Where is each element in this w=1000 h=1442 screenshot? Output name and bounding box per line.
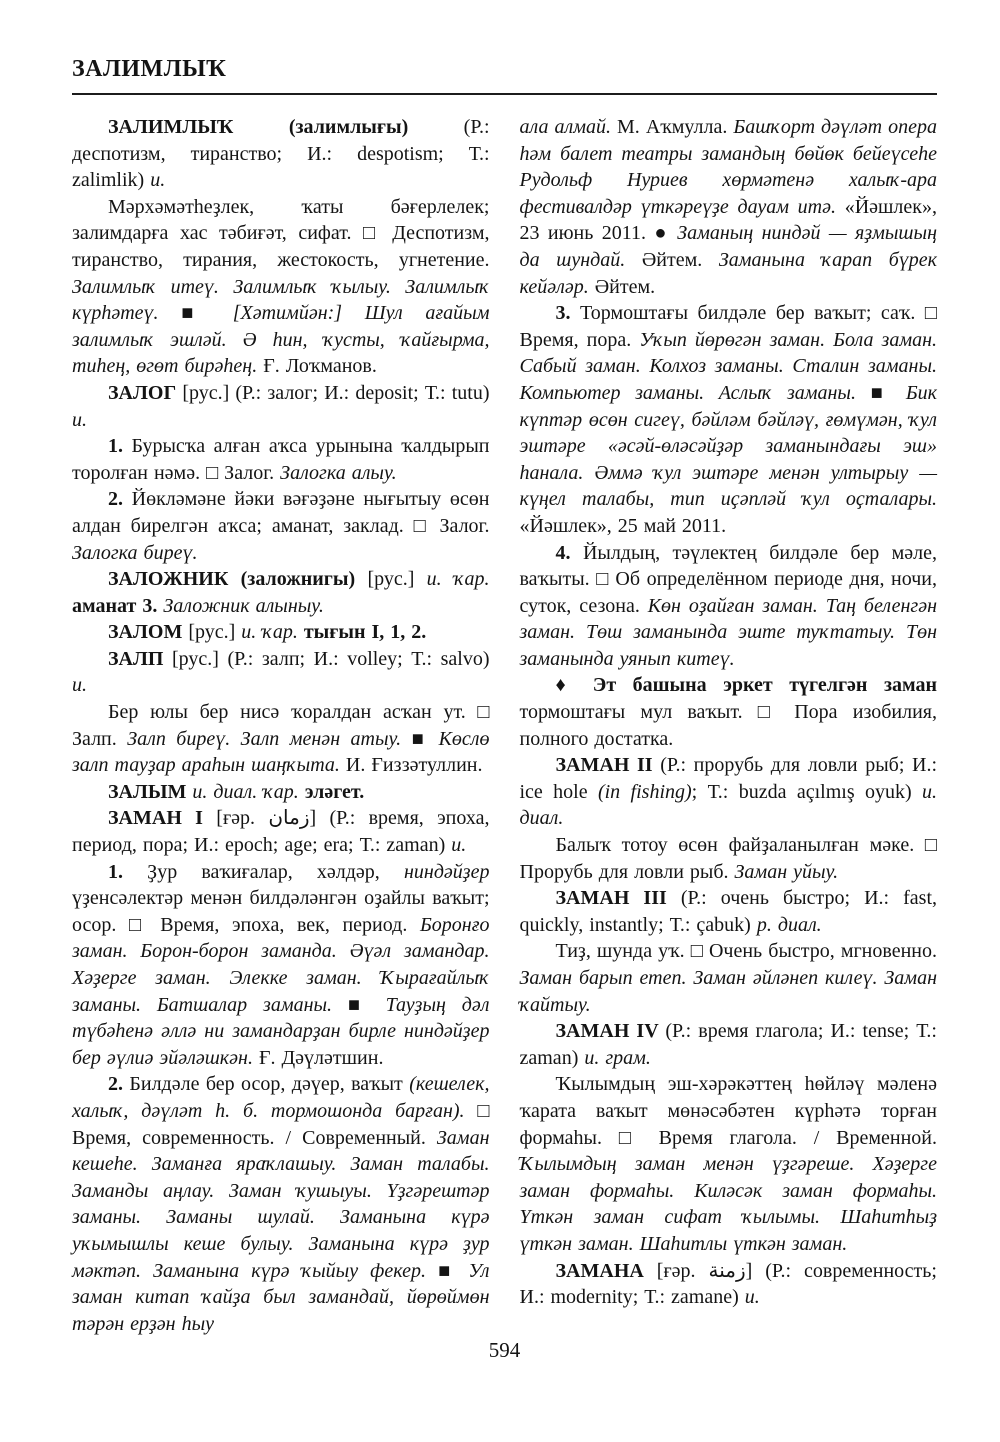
entry-paragraph: [72, 566, 490, 619]
entry-paragraph: [72, 805, 490, 858]
text-run: Билдәле бер осор, дәүер, ваҡыт: [129, 1073, 410, 1096]
text-run: и.: [150, 169, 166, 192]
text-run: и. диал. ҡар.: [192, 780, 305, 803]
text-run: ■: [855, 381, 906, 404]
text-run: Йөкләмәне йәки вәғәҙәне нығытыу өсөн алдан бирелгән аҡса; аманат, заклад. □ Залог.: [72, 488, 490, 537]
text-run: [рус.]: [188, 621, 242, 644]
text-run: тығын I, 1, 2.: [303, 621, 427, 644]
text-run: үҙенсәлектәр менән билдәләнгән оҙайлы ваҡыт; осор. □ Время, эпоха, век, период.: [72, 887, 490, 936]
text-run: [Хәтимйән:] Шул ағайым залимлыҡ эшләй. Ә һин, ҡусты, ҡайғырма, тиһең, өгөт бирәһең.: [72, 302, 490, 378]
entry-paragraph: [72, 486, 490, 566]
text-run: Бурысҡа алған аҡса урынына ҡалдырып торолған нәмә. □ Залог.: [72, 435, 490, 484]
text-run: Заман кешеһе. Заманға яраҡлашыу. Заман талабы. Заманды аңлау. Заман ҡушыуы. Үҙгәрештәр заманы. Заманы шулай. Заманына күрә уҡымышлы кеше булыу. Заманына күрә ҙур мәктәп. Заманына күрә ҡыйыу фекер.: [72, 1126, 490, 1282]
text-run: Залогка биреү.: [72, 541, 198, 564]
entry-paragraph: [520, 1071, 938, 1257]
text-run: ЗАМАН II: [555, 754, 661, 777]
entry-paragraph: [72, 619, 490, 646]
text-run: Залогка алыу.: [280, 461, 397, 484]
text-run: М. Аҡмулла.: [610, 116, 734, 138]
text-run: ЗАЛИМЛЫҠ (залимлығы): [108, 116, 464, 138]
text-run: Бик күптәр өсөн сигеү, бәйләм бәйләү, ғөмүмән, ҡул эштәре «әсәй-өләсәйҙәр заманындағы эш» һанала. Әммә ҡул эштәре менән ултырыу — күңел талабы, тип иҫәпләй ҡул оҫталары.: [519, 381, 937, 511]
text-run: □ Время, современность. / Современный.: [72, 1099, 490, 1149]
text-run: и. ҡар.: [241, 621, 304, 644]
text-run: Тормоштағы билдәле бер ваҡыт; саҡ. □ Время, пора.: [519, 302, 938, 351]
text-run: Көслө залп тауҙар араһын шаңҡыта.: [72, 727, 490, 777]
entry-paragraph: [72, 699, 490, 779]
text-run: Заман уйыу.: [734, 860, 839, 883]
text-run: Ул заман китап ҡайҙа был замандай, йөрөймөн тәрән ерҙән һыу: [72, 1259, 490, 1335]
entry-paragraph: [72, 380, 490, 433]
page-number: 594: [488, 1338, 521, 1362]
text-run: ЗАМАН III: [555, 887, 681, 910]
text-run: [рус.]: [367, 568, 427, 591]
text-run: ЗАЛП: [108, 647, 173, 670]
entry-paragraph: [520, 1018, 938, 1071]
text-run: Әйтем.: [588, 275, 656, 298]
text-run: Тауҙың дәл түбәһенә әллә ни замандарҙан бирле ниндәйҙер бер әүлиә эйәләшкән.: [72, 993, 490, 1069]
text-run: ЗАМАН I: [108, 807, 217, 830]
text-run: ЗАЛЫМ: [108, 780, 193, 803]
text-run: (Р.: очень быстро; И.: fast, quickly, instantly; Т.: çabuk): [519, 887, 937, 936]
text-run: ■: [332, 993, 386, 1016]
text-run: Залп биреү. Залп менән атыу.: [127, 727, 402, 750]
text-run: ниндәйҙер: [403, 860, 490, 883]
entry-paragraph: [520, 114, 938, 300]
text-run: аманат 3.: [72, 594, 164, 617]
text-run: Заманың ниндәй — яҙмышың да шундай.: [519, 222, 937, 271]
text-run: эләгет.: [304, 780, 365, 803]
text-run: Заложник алыныу.: [163, 594, 324, 617]
entry-paragraph: [520, 540, 938, 673]
text-run: Ҙур ваҡиғалар, хәлдәр,: [147, 860, 404, 883]
text-run: Мәрхәмәтһеҙлек, ҡаты бәғерлелек; залимдарға хас тәбиғәт, сифат. □ Деспотизм, тиранство, тирания, жестокость, угнетение.: [72, 195, 490, 271]
text-run: 2.: [108, 488, 132, 511]
text-run: Ғ. Лоҡманов.: [257, 355, 377, 378]
entry-paragraph: [72, 194, 490, 380]
entry-paragraph: [520, 300, 938, 539]
text-run: и.: [744, 1286, 760, 1309]
text-run: Уҡып йөрөгән заман. Бола заман. Сабый заман. Колхоз заманы. Сталин заманы. Компьютер заманы. Аслыҡ заманы.: [519, 328, 938, 404]
text-run: ■: [158, 302, 233, 325]
text-run: ЗАЛОГ: [108, 381, 183, 404]
entry-paragraph: [520, 885, 938, 938]
text-run: (in fishing): [597, 780, 692, 803]
text-run: «Йәшлек», 23 июнь 2011. ●: [519, 195, 937, 245]
text-run: Бер юлы бер нисә ҡоралдан асҡан ут. □ Залп.: [72, 701, 490, 750]
text-run: Ғ. Дәүләтшин.: [252, 1046, 384, 1069]
entry-paragraph: [72, 646, 490, 699]
text-run: ЗАМАНА: [555, 1259, 657, 1282]
text-run: (кешелек, халыҡ, дәүләт һ. б. тормошонда барған).: [72, 1073, 490, 1122]
entry-paragraph: [72, 859, 490, 1072]
text-run: Заманына ҡарап бүрек кейәләр.: [519, 248, 937, 298]
text-run: [рус.] (Р.: залог; И.: deposit; Т.: tutu): [182, 381, 490, 404]
entry-paragraph: [520, 938, 938, 1018]
text-run: Ҡылымдың заман менән үҙгәреше. Хәҙерге заман формаһы. Киләсәк заман формаһы. Үткән заман сифат ҡылымы. Шаһитһыҙ үткән заман. Шаһитлы үткән заман.: [519, 1153, 937, 1255]
text-run: Әйтем.: [625, 248, 719, 271]
text-run: ЗАЛОМ: [108, 621, 189, 644]
entry-paragraph: [72, 114, 490, 194]
text-run: и. диал.: [519, 780, 937, 830]
header-rule: [72, 93, 937, 95]
text-run: и. ҡар.: [426, 568, 490, 591]
text-run: 1.: [108, 435, 132, 458]
text-run: Заман барып етеп. Заман әйләнеп килеү. Заман ҡайтыу.: [519, 967, 937, 1016]
text-run: тормоштағы мул ваҡыт. □ Пора изобилия, полного достатка.: [519, 701, 937, 750]
text-run: И. Ғиззәтуллин.: [339, 754, 483, 777]
text-columns: [72, 114, 937, 1337]
text-run: Ҡылымдың эш-хәрәкәттең һөйләү мәленә ҡарата ваҡыт мөнәсәбәтен күрһәтә торған формаһы. □ Время глагола. / Временной.: [519, 1073, 937, 1149]
text-run: и. грам.: [584, 1046, 651, 1069]
text-run: Көн оҙайған заман. Таң беленгән заман. Төш заманында эште туҡтатыу. Төн заманында уянып китеү.: [519, 594, 937, 670]
text-run: (Р.: деспотизм, тиранство; И.: despotism; Т.: zalimlik): [72, 116, 490, 192]
text-run: 4.: [555, 541, 583, 564]
text-run: 2.: [108, 1073, 130, 1096]
text-run: ♦: [555, 674, 593, 697]
entry-paragraph: [72, 1071, 490, 1337]
text-run: [ғәр. زمنة] (Р.: современность; И.: modernity; Т.: zamane): [519, 1259, 937, 1309]
entry-paragraph: [72, 779, 490, 806]
text-run: Башҡорт дәүләт опера һәм балет театры замандың бөйөк бейеүсеһе Рудольф Нуриев хөрмәтенә халыҡ-ара фестивалдәр үткәреүҙе дауам итә.: [519, 116, 937, 218]
text-run: (Р.: прорубь для ловли рыб; И.: ice hole: [519, 754, 937, 803]
text-run: Залимлыҡ итеү. Залимлыҡ ҡылыу. Залимлыҡ күрһәтеү.: [72, 275, 490, 325]
entry-paragraph: [520, 672, 938, 752]
text-run: ■: [401, 727, 439, 750]
text-run: Эт башына эркет түгелгән заман: [592, 674, 937, 697]
entry-paragraph: [72, 433, 490, 486]
text-run: Йылдың, тәүлектең билдәле бер мәле, ваҡыты. □ Об определённом периоде дня, ночи, суток, сезона.: [519, 541, 938, 617]
text-run: 1.: [108, 860, 148, 883]
running-head: ЗАЛИМЛЫҠ: [72, 56, 227, 82]
text-run: [ғәр. زمان] (Р.: время, эпоха, период, пора; И.: epoch; age; era; Т.: zaman): [72, 807, 490, 857]
entry-paragraph: [520, 832, 938, 885]
text-run: (Р.: время глагола; И.: tense; Т.: zaman): [519, 1020, 937, 1069]
text-run: Балыҡ тотоу өсөн файҙаланылған мәке. □ Прорубь для ловли рыб.: [519, 834, 937, 883]
text-run: 3.: [555, 302, 581, 325]
text-run: и.: [451, 834, 467, 857]
text-run: Тиҙ, шунда уҡ. □ Очень быстро, мгновенно.: [555, 940, 937, 963]
text-run: и.: [72, 408, 87, 431]
text-run: ■: [425, 1259, 469, 1282]
entry-paragraph: [520, 1258, 938, 1311]
text-run: ала алмай.: [519, 116, 611, 138]
text-run: ; Т.: buzda açılmış oyuk): [691, 780, 922, 803]
text-run: ЗАМАН IV: [555, 1020, 666, 1043]
text-run: «Йәшлек», 25 май 2011.: [519, 514, 727, 537]
text-run: [рус.] (Р.: залп; И.: volley; Т.: salvo): [172, 647, 490, 670]
text-run: ЗАЛОЖНИК (заложнигы): [108, 568, 368, 591]
column-left: [72, 114, 490, 1337]
text-run: и.: [72, 674, 87, 697]
column-right: [520, 114, 938, 1337]
text-run: р. диал.: [756, 913, 822, 936]
entry-paragraph: [520, 752, 938, 832]
text-run: Боронғо заман. Борон-борон заманда. Әүәл замандар. Хәҙерге заман. Элекке заман. Ҡырағайлыҡ заманы. Батшалар заманы.: [72, 913, 490, 1016]
